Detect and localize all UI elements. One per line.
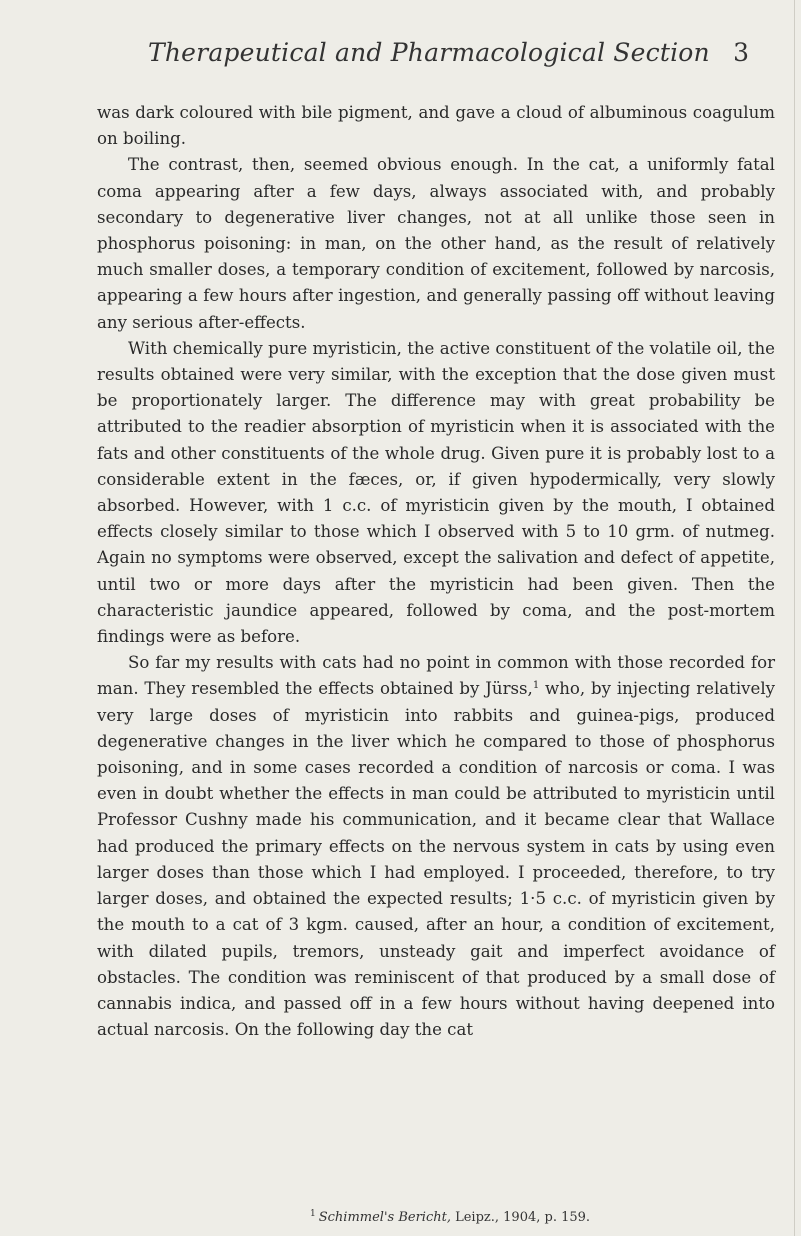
page-edge-line	[794, 0, 795, 1236]
running-head: Therapeutical and Pharmacological Section	[148, 38, 710, 67]
paragraph-4-text-b: who, by injecting relatively very large doses of myristicin into rabbits and guinea-pigs, produced degenerative changes in the liver which he compared to those of phosphorus poisoning, and in some cases recorded a condition of narcosis or coma. I was even in doubt whether the effects in man could be attributed to myristicin until Professor Cushny made his communication, and it became clear that Wallace had produced the primary effects on the nervous system in cats by using even larger doses than those which I had employed. I proceeded, therefore, to try larger doses, and obtained the expected results; 1·5 c.c. of myristicin given by the mouth to a cat of 3 kgm. caused, after an hour, a condition of excitement, with dilated pupils, tremors, unsteady gait and imperfect avoidance of obstacles. The condition was reminiscent of that produced by a small dose of cannabis indica, and passed off in a few hours without having deepened into actual narcosis. On the following day the cat	[97, 679, 775, 1040]
footnote-reference[interactable]: 1	[532, 680, 540, 692]
paragraph-1: was dark coloured with bile pigment, and gave a cloud of albuminous coagulum on boiling.	[97, 103, 775, 149]
page-header	[92, 38, 771, 72]
paragraph-2: The contrast, then, seemed obvious enough. In the cat, a uniformly fatal coma appearing after a few days, always associated with, and probably secondary to degenerative liver changes, not at all unlike those seen in phosphorus poisoning: in man, on the other hand, as the result of relatively much smaller doses, a temporary condition of excitement, followed by narcosis, appearing a few hours after ingestion, and generally passing off without leaving any serious after-effects.	[97, 155, 775, 332]
paragraph-4	[97, 650, 775, 1043]
footnote	[0, 1209, 801, 1225]
body-text	[97, 100, 775, 1043]
footnote-marker: 1	[310, 1209, 316, 1219]
footnote-citation: Leipz., 1904, p. 159.	[450, 1210, 591, 1225]
page-number: 3	[733, 38, 749, 67]
paragraph-3: With chemically pure myristicin, the active constituent of the volatile oil, the results obtained were very similar, with the exception that the dose given must be proportionately larger. The difference may with great probability be attributed to the readier absorption of myristicin when it is associated with the fats and other constituents of the whole drug. Given pure it is probably lost to a considerable extent in the fæces, or, if given hypodermically, very slowly absorbed. However, with 1 c.c. of myristicin given by the mouth, I obtained effects closely similar to those which I observed with 5 to 10 grm. of nutmeg. Again no symptoms were observed, except the salivation and defect of appetite, until two or more days after the myristicin had been given. Then the characteristic jaundice appeared, followed by coma, and the post-mortem findings were as before.	[97, 338, 775, 647]
paragraph-4-text-a: So far my results with cats had no point in common with those recorded for man. They resembled the effects obtained by Jürss,	[97, 653, 775, 699]
footnote-title: Schimmel's Bericht,	[318, 1210, 451, 1225]
